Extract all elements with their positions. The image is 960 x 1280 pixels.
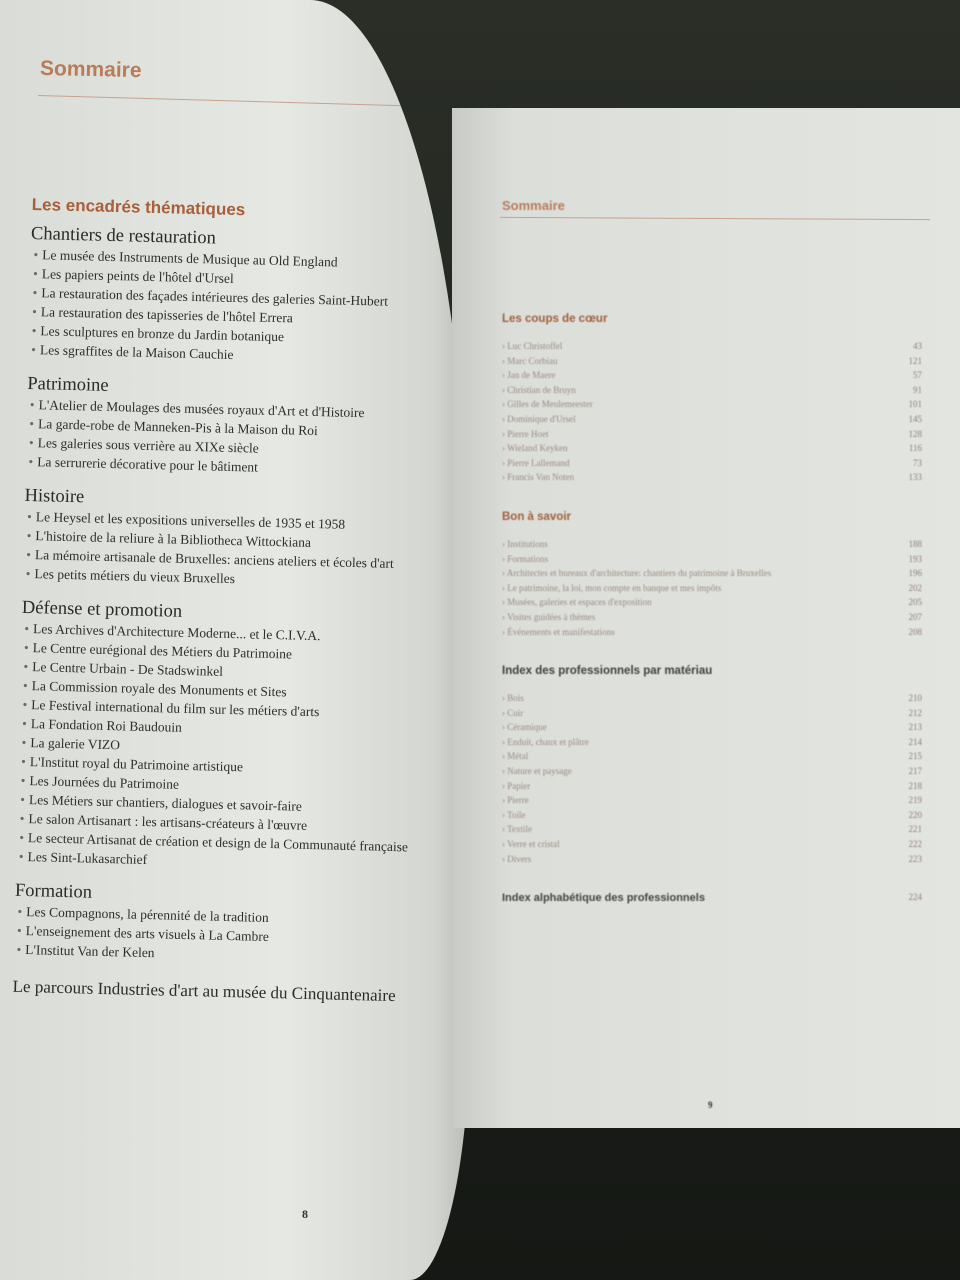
list-item: › Christian de Bruyn 91 xyxy=(502,384,922,395)
index-alpha-page: 224 xyxy=(908,892,922,903)
index-alpha-entry xyxy=(502,892,922,904)
toc-item: • L'Atelier de Moulages des musées royaux d'Art et d'Histoire xyxy=(29,397,365,421)
toc-item: • La mémoire artisanale de Bruxelles: anciens ateliers et écoles d'art xyxy=(26,546,394,571)
list-item: › Francis Van Noten 133 xyxy=(502,472,922,483)
coups-de-coeur-section xyxy=(502,313,922,485)
list-item: › Verre et cristal 222 xyxy=(502,839,922,850)
toc-item: • Les sculptures en bronze du Jardin botanique xyxy=(31,323,285,345)
list-item: › Nature et paysage 217 xyxy=(502,766,922,777)
list-item: › Cuir 212 xyxy=(502,707,922,718)
right-page xyxy=(452,108,960,1128)
toc-item: • Le secteur Artisanat de création et design de la Communauté française xyxy=(19,829,409,855)
list-item: › Musées, galeries et espaces d'exposition 205 xyxy=(502,597,922,608)
toc-group xyxy=(25,373,447,481)
index-alpha-title: Index alphabétique des professionnels xyxy=(502,892,705,905)
group-title: Défense et promotion xyxy=(21,597,183,622)
list-item: › Luc Christoffel 43 xyxy=(502,341,922,351)
toc-item: • L'histoire de la reliure à la Bibliotheca Wittockiana xyxy=(26,527,312,550)
toc-item: • Les Compagnons, la pérennité de la tradition xyxy=(17,903,269,925)
toc-item: • Les galeries sous verrière au XIXe siècle xyxy=(28,435,259,456)
list-item: › Textile 221 xyxy=(502,824,922,835)
list-item: › Papier 218 xyxy=(502,780,922,791)
list-item: › Institutions 188 xyxy=(502,538,922,549)
group-title: Formation xyxy=(14,880,93,903)
toc-item: • La Commission royale des Monuments et Sites xyxy=(22,677,287,700)
list-item: › Pierre 219 xyxy=(502,795,922,806)
section-title: Bon à savoir xyxy=(502,510,572,523)
toc-item: • L'Institut Van der Kelen xyxy=(16,941,155,961)
list-item: › Le patrimoine, la loi, mon compte en banque et mes impôts 202 xyxy=(502,582,922,593)
toc-item: • Les petits métiers du vieux Bruxelles xyxy=(25,565,236,587)
right-title-rule xyxy=(500,217,930,220)
list-item: › Événements et manifestations 208 xyxy=(502,626,922,637)
section-title: Index des professionnels par matériau xyxy=(502,665,713,678)
index-materiau-section xyxy=(502,665,922,866)
list-item: › Visites guidées à thèmes 207 xyxy=(502,611,922,622)
toc-item: • Le Heysel et les expositions universelles de 1935 et 1958 xyxy=(26,508,346,532)
group-title: Patrimoine xyxy=(27,373,109,396)
list-item: › Formations 193 xyxy=(502,553,922,564)
toc-item: • Le Centre Urbain - De Stadswinkel xyxy=(23,658,224,679)
toc-item: • La restauration des façades intérieures des galeries Saint-Hubert xyxy=(32,285,389,309)
left-page xyxy=(0,0,470,1280)
list-item: › Jan de Maere 57 xyxy=(502,370,922,381)
group-title: Chantiers de restauration xyxy=(30,223,217,249)
toc-item: • Les Sint-Lukasarchief xyxy=(18,848,148,868)
right-toc xyxy=(502,313,922,904)
list-item: › Bois 210 xyxy=(502,693,922,704)
toc-item: • L'enseignement des arts visuels à La Cambre xyxy=(16,922,269,945)
toc-group xyxy=(16,597,442,876)
bon-a-savoir-section xyxy=(502,511,922,639)
list-item: › Pierre Hoet 128 xyxy=(502,428,922,439)
toc-group xyxy=(13,880,435,969)
section-heading: Les encadrés thématiques xyxy=(31,195,246,220)
toc-group xyxy=(23,485,445,593)
final-entry: Le parcours Industries d'art au musée du Cinquantenaire xyxy=(12,976,396,1006)
list-item: › Gilles de Meulemeester 101 xyxy=(502,399,922,410)
toc-item: • La garde-robe de Manneken-Pis à la Maison du Roi xyxy=(29,416,318,439)
list-item: › Dominique d'Ursel 145 xyxy=(502,413,922,424)
toc-item: • Les papiers peints de l'hôtel d'Ursel xyxy=(32,266,234,286)
section-title: Les coups de cœur xyxy=(502,313,608,325)
toc-item: • La Fondation Roi Baudouin xyxy=(21,715,183,735)
toc-item: • La serrurerie décorative pour le bâtiment xyxy=(28,453,259,475)
list-item: › Céramique 213 xyxy=(502,722,922,733)
list-item: › Pierre Lallemand 73 xyxy=(502,457,922,468)
toc-item: • Les sgraffites de la Maison Cauchie xyxy=(31,342,234,362)
list-item: › Métal 215 xyxy=(502,751,922,762)
toc-item: • La restauration des tapisseries de l'hôtel Errera xyxy=(31,304,294,326)
toc-item: • Les Métiers sur chantiers, dialogues et savoir-faire xyxy=(20,791,303,814)
left-page-title: Sommaire xyxy=(39,56,142,83)
list-item: › Wieland Keyken 116 xyxy=(502,443,922,454)
list-item: › Enduit, chaux et plâtre 214 xyxy=(502,736,922,747)
toc-item: • Le Festival international du film sur les métiers d'arts xyxy=(22,696,320,720)
toc-group xyxy=(28,223,451,369)
toc-item: • Le musée des Instruments de Musique au Old England xyxy=(33,247,338,270)
toc-item: • Les Archives d'Architecture Moderne... et le C.I.V.A. xyxy=(24,620,321,644)
right-page-number: 9 xyxy=(708,1100,713,1110)
group-title: Histoire xyxy=(24,485,85,508)
toc-item: • Les Journées du Patrimoine xyxy=(20,772,180,792)
toc-item: • Le Centre eurégional des Métiers du Patrimoine xyxy=(23,639,293,662)
list-item: › Toile 220 xyxy=(502,809,922,820)
toc-item: • La galerie VIZO xyxy=(21,734,121,753)
list-item: › Marc Corbiau 121 xyxy=(502,355,922,366)
toc-item: • Le salon Artisanart : les artisans-créateurs à l'œuvre xyxy=(19,810,308,833)
left-title-rule xyxy=(38,95,438,107)
list-item: › Architectes et bureaux d'architecture: chantiers du patrimoine à Bruxelles 196 xyxy=(502,568,922,579)
left-toc xyxy=(12,195,451,1007)
toc-item: • L'Institut royal du Patrimoine artistique xyxy=(20,753,244,775)
left-page-number: 8 xyxy=(302,1207,308,1221)
list-item: › Divers 223 xyxy=(502,853,922,864)
right-page-title: Sommaire xyxy=(502,198,565,213)
